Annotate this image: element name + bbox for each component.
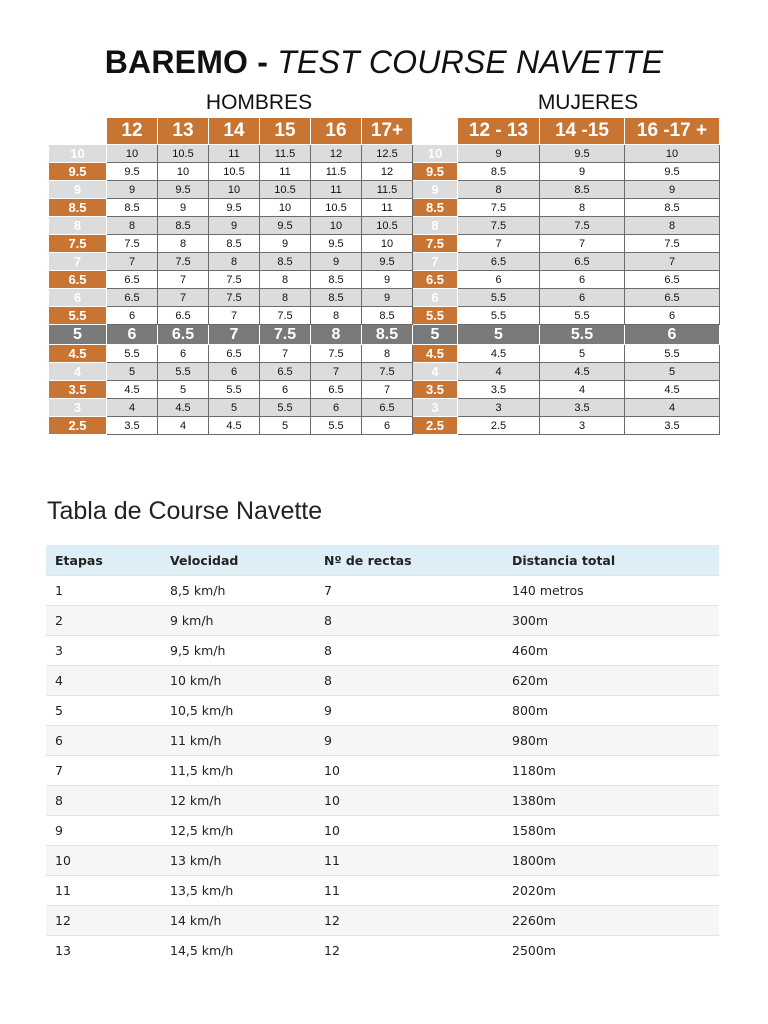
- etapa-cell: 12: [46, 906, 161, 936]
- table-row: [46, 906, 719, 936]
- score-label: 3.5: [413, 381, 458, 399]
- mujeres-cell: 5: [625, 363, 720, 381]
- hombres-cell: 9: [311, 253, 362, 271]
- header-blank: [49, 118, 107, 145]
- mujeres-cell: 5.5: [540, 325, 625, 345]
- etapa-cell: 1: [46, 576, 161, 606]
- baremo-row: [49, 345, 720, 363]
- hombres-cell: 5.5: [209, 381, 260, 399]
- mujeres-cell: 6.5: [625, 289, 720, 307]
- hombres-cell: 6.5: [260, 363, 311, 381]
- hombres-cell: 10.5: [260, 181, 311, 199]
- hombres-cell: 4: [107, 399, 158, 417]
- mujeres-cell: 6: [540, 289, 625, 307]
- mujeres-cell: 6: [458, 271, 540, 289]
- score-label: 6.5: [49, 271, 107, 289]
- mujeres-cell: 5: [458, 325, 540, 345]
- hombres-cell: 7: [209, 307, 260, 325]
- hombres-cell: 9.5: [260, 217, 311, 235]
- hombres-cell: 8: [209, 253, 260, 271]
- hombres-cell: 5.5: [311, 417, 362, 435]
- hombres-cell: 7: [362, 381, 413, 399]
- score-label: 9: [49, 181, 107, 199]
- distancia-cell: 460m: [503, 636, 719, 666]
- col-header-rectas: Nº de rectas: [315, 545, 503, 576]
- hombres-cell: 4: [158, 417, 209, 435]
- hombres-cell: 6: [158, 345, 209, 363]
- distancia-cell: 1180m: [503, 756, 719, 786]
- hombres-cell: 11: [311, 181, 362, 199]
- rectas-cell: 8: [315, 636, 503, 666]
- mujeres-cell: 7: [458, 235, 540, 253]
- hombres-cell: 11: [362, 199, 413, 217]
- distancia-cell: 2500m: [503, 936, 719, 966]
- age-header: 15: [260, 118, 311, 145]
- table-row: [46, 666, 719, 696]
- mujeres-cell: 7: [625, 253, 720, 271]
- velocidad-cell: 9 km/h: [161, 606, 315, 636]
- score-label: 8: [413, 217, 458, 235]
- hombres-cell: 8: [311, 325, 362, 345]
- mujeres-cell: 7.5: [625, 235, 720, 253]
- mujeres-cell: 10: [625, 145, 720, 163]
- table-row: [46, 786, 719, 816]
- hombres-cell: 6: [107, 325, 158, 345]
- score-label: 9: [413, 181, 458, 199]
- velocidad-cell: 14 km/h: [161, 906, 315, 936]
- score-label: 8.5: [49, 199, 107, 217]
- etapa-cell: 3: [46, 636, 161, 666]
- hombres-cell: 5.5: [107, 345, 158, 363]
- mujeres-cell: 8.5: [625, 199, 720, 217]
- hombres-cell: 10.5: [158, 145, 209, 163]
- mujeres-cell: 9: [625, 181, 720, 199]
- distancia-cell: 2020m: [503, 876, 719, 906]
- mujeres-cell: 4.5: [458, 345, 540, 363]
- hombres-cell: 6: [260, 381, 311, 399]
- hombres-cell: 10: [107, 145, 158, 163]
- etapa-cell: 10: [46, 846, 161, 876]
- hombres-cell: 8.5: [107, 199, 158, 217]
- mujeres-cell: 2.5: [458, 417, 540, 435]
- table-row: [46, 936, 719, 966]
- hombres-cell: 7: [158, 289, 209, 307]
- hombres-cell: 7.5: [311, 345, 362, 363]
- hombres-cell: 6: [362, 417, 413, 435]
- rectas-cell: 10: [315, 756, 503, 786]
- course-navette-heading: Tabla de Course Navette: [47, 497, 323, 525]
- mujeres-cell: 6: [625, 325, 720, 345]
- hombres-cell: 6.5: [107, 289, 158, 307]
- hombres-cell: 8: [260, 289, 311, 307]
- rectas-cell: 8: [315, 666, 503, 696]
- table-row: [46, 636, 719, 666]
- hombres-cell: 11.5: [260, 145, 311, 163]
- mujeres-cell: 9: [540, 163, 625, 181]
- mujeres-cell: 3.5: [540, 399, 625, 417]
- baremo-row: [49, 307, 720, 325]
- hombres-cell: 5.5: [260, 399, 311, 417]
- hombres-cell: 8: [362, 345, 413, 363]
- baremo-table: [48, 117, 720, 435]
- rectas-cell: 10: [315, 786, 503, 816]
- hombres-cell: 6.5: [362, 399, 413, 417]
- age-header: 16 -17 +: [625, 118, 720, 145]
- score-label: 3: [413, 399, 458, 417]
- hombres-cell: 6.5: [107, 271, 158, 289]
- hombres-cell: 6.5: [158, 307, 209, 325]
- velocidad-cell: 11 km/h: [161, 726, 315, 756]
- hombres-cell: 10: [158, 163, 209, 181]
- score-label: 3: [49, 399, 107, 417]
- baremo-row: [49, 417, 720, 435]
- hombres-cell: 6.5: [311, 381, 362, 399]
- score-label: 5: [413, 325, 458, 345]
- score-label: 10: [49, 145, 107, 163]
- hombres-cell: 12.5: [362, 145, 413, 163]
- velocidad-cell: 11,5 km/h: [161, 756, 315, 786]
- baremo-row: [49, 363, 720, 381]
- table-row: [46, 576, 719, 606]
- mujeres-cell: 8: [625, 217, 720, 235]
- baremo-row: [49, 271, 720, 289]
- distancia-cell: 1380m: [503, 786, 719, 816]
- score-label: 2.5: [49, 417, 107, 435]
- hombres-cell: 5.5: [158, 363, 209, 381]
- hombres-cell: 7.5: [362, 363, 413, 381]
- baremo-row: [49, 289, 720, 307]
- table-row: [46, 816, 719, 846]
- hombres-cell: 8: [311, 307, 362, 325]
- score-label: 9.5: [49, 163, 107, 181]
- velocidad-cell: 9,5 km/h: [161, 636, 315, 666]
- hombres-cell: 12: [362, 163, 413, 181]
- etapa-cell: 6: [46, 726, 161, 756]
- mujeres-cell: 7.5: [458, 199, 540, 217]
- score-label: 5: [49, 325, 107, 345]
- rectas-cell: 9: [315, 696, 503, 726]
- hombres-cell: 4.5: [158, 399, 209, 417]
- score-label: 5.5: [49, 307, 107, 325]
- hombres-cell: 8.5: [362, 307, 413, 325]
- distancia-cell: 1580m: [503, 816, 719, 846]
- hombres-cell: 6: [209, 363, 260, 381]
- score-label: 8.5: [413, 199, 458, 217]
- hombres-cell: 8: [158, 235, 209, 253]
- hombres-cell: 8: [107, 217, 158, 235]
- hombres-cell: 12: [311, 145, 362, 163]
- mujeres-cell: 6.5: [540, 253, 625, 271]
- baremo-row: [49, 235, 720, 253]
- baremo-row: [49, 145, 720, 163]
- score-label: 6.5: [413, 271, 458, 289]
- age-header: 17+: [362, 118, 413, 145]
- mujeres-cell: 9.5: [625, 163, 720, 181]
- header-gap: [413, 118, 458, 145]
- hombres-cell: 4.5: [107, 381, 158, 399]
- age-header: 16: [311, 118, 362, 145]
- etapa-cell: 9: [46, 816, 161, 846]
- age-header: 13: [158, 118, 209, 145]
- mujeres-cell: 8: [458, 181, 540, 199]
- score-label: 6: [49, 289, 107, 307]
- score-label: 4.5: [49, 345, 107, 363]
- hombres-cell: 6.5: [209, 345, 260, 363]
- baremo-row: [49, 163, 720, 181]
- hombres-cell: 8.5: [209, 235, 260, 253]
- etapa-cell: 4: [46, 666, 161, 696]
- col-header-etapas: Etapas: [46, 545, 161, 576]
- hombres-cell: 7.5: [260, 325, 311, 345]
- mujeres-cell: 5.5: [458, 307, 540, 325]
- mujeres-cell: 7: [540, 235, 625, 253]
- hombres-cell: 9.5: [158, 181, 209, 199]
- age-header: 12 - 13: [458, 118, 540, 145]
- table-row: [46, 846, 719, 876]
- etapa-cell: 11: [46, 876, 161, 906]
- velocidad-cell: 12,5 km/h: [161, 816, 315, 846]
- title-bold: BAREMO -: [104, 44, 269, 80]
- mujeres-cell: 8: [540, 199, 625, 217]
- score-label: 7.5: [49, 235, 107, 253]
- age-header: 12: [107, 118, 158, 145]
- hombres-cell: 8.5: [311, 271, 362, 289]
- course-navette-table: [46, 545, 719, 965]
- col-header-distancia: Distancia total: [503, 545, 719, 576]
- mujeres-cell: 3.5: [625, 417, 720, 435]
- mujeres-cell: 6.5: [625, 271, 720, 289]
- table-row: [46, 696, 719, 726]
- mujeres-cell: 5: [540, 345, 625, 363]
- hombres-cell: 11: [260, 163, 311, 181]
- hombres-cell: 9: [158, 199, 209, 217]
- score-label: 7: [413, 253, 458, 271]
- velocidad-cell: 13 km/h: [161, 846, 315, 876]
- mujeres-cell: 6: [625, 307, 720, 325]
- mujeres-cell: 4: [540, 381, 625, 399]
- page-title: [0, 44, 768, 81]
- baremo-row: [49, 199, 720, 217]
- distancia-cell: 1800m: [503, 846, 719, 876]
- mujeres-cell: 5.5: [540, 307, 625, 325]
- mujeres-cell: 5.5: [458, 289, 540, 307]
- hombres-cell: 7: [107, 253, 158, 271]
- rectas-cell: 8: [315, 606, 503, 636]
- rectas-cell: 9: [315, 726, 503, 756]
- hombres-cell: 3.5: [107, 417, 158, 435]
- hombres-cell: 10.5: [311, 199, 362, 217]
- velocidad-cell: 13,5 km/h: [161, 876, 315, 906]
- velocidad-cell: 8,5 km/h: [161, 576, 315, 606]
- mujeres-cell: 9: [458, 145, 540, 163]
- col-header-velocidad: Velocidad: [161, 545, 315, 576]
- mujeres-cell: 7.5: [540, 217, 625, 235]
- score-label: 3.5: [49, 381, 107, 399]
- rectas-cell: 7: [315, 576, 503, 606]
- course-header-row: [46, 545, 719, 576]
- velocidad-cell: 12 km/h: [161, 786, 315, 816]
- mujeres-cell: 4: [458, 363, 540, 381]
- score-label: 6: [413, 289, 458, 307]
- hombres-cell: 10.5: [362, 217, 413, 235]
- baremo-row: [49, 381, 720, 399]
- hombres-cell: 9.5: [362, 253, 413, 271]
- mujeres-cell: 4.5: [540, 363, 625, 381]
- age-header: 14 -15: [540, 118, 625, 145]
- baremo-row: [49, 399, 720, 417]
- etapa-cell: 2: [46, 606, 161, 636]
- mujeres-cell: 4: [625, 399, 720, 417]
- score-label: 7.5: [413, 235, 458, 253]
- score-label: 4: [413, 363, 458, 381]
- hombres-cell: 9.5: [311, 235, 362, 253]
- velocidad-cell: 14,5 km/h: [161, 936, 315, 966]
- distancia-cell: 980m: [503, 726, 719, 756]
- hombres-cell: 7.5: [107, 235, 158, 253]
- mujeres-cell: 5.5: [625, 345, 720, 363]
- rectas-cell: 11: [315, 876, 503, 906]
- baremo-row: [49, 253, 720, 271]
- etapa-cell: 13: [46, 936, 161, 966]
- hombres-cell: 9: [107, 181, 158, 199]
- hombres-cell: 5: [158, 381, 209, 399]
- hombres-cell: 7.5: [260, 307, 311, 325]
- mujeres-cell: 8.5: [458, 163, 540, 181]
- hombres-cell: 9: [260, 235, 311, 253]
- mujeres-cell: 3.5: [458, 381, 540, 399]
- hombres-cell: 9.5: [209, 199, 260, 217]
- rectas-cell: 11: [315, 846, 503, 876]
- table-row: [46, 726, 719, 756]
- distancia-cell: 2260m: [503, 906, 719, 936]
- hombres-cell: 5: [209, 399, 260, 417]
- hombres-cell: 6.5: [158, 325, 209, 345]
- score-label: 8: [49, 217, 107, 235]
- score-label: 9.5: [413, 163, 458, 181]
- rectas-cell: 10: [315, 816, 503, 846]
- mujeres-cell: 9.5: [540, 145, 625, 163]
- score-label: 5.5: [413, 307, 458, 325]
- hombres-cell: 7.5: [209, 271, 260, 289]
- hombres-cell: 10: [311, 217, 362, 235]
- score-label: 4: [49, 363, 107, 381]
- baremo-header-row: [49, 118, 720, 145]
- hombres-cell: 10: [260, 199, 311, 217]
- score-label: 7: [49, 253, 107, 271]
- hombres-cell: 7: [311, 363, 362, 381]
- hombres-label: HOMBRES: [205, 91, 313, 114]
- hombres-cell: 5: [107, 363, 158, 381]
- hombres-cell: 7: [209, 325, 260, 345]
- hombres-cell: 8: [260, 271, 311, 289]
- distancia-cell: 300m: [503, 606, 719, 636]
- hombres-cell: 6: [107, 307, 158, 325]
- mujeres-cell: 8.5: [540, 181, 625, 199]
- rectas-cell: 12: [315, 906, 503, 936]
- hombres-cell: 8.5: [158, 217, 209, 235]
- mujeres-cell: 7.5: [458, 217, 540, 235]
- rectas-cell: 12: [315, 936, 503, 966]
- table-row: [46, 876, 719, 906]
- mujeres-cell: 3: [458, 399, 540, 417]
- velocidad-cell: 10,5 km/h: [161, 696, 315, 726]
- hombres-cell: 8.5: [260, 253, 311, 271]
- table-row: [46, 756, 719, 786]
- hombres-cell: 6: [311, 399, 362, 417]
- score-label: 10: [413, 145, 458, 163]
- hombres-cell: 7: [158, 271, 209, 289]
- hombres-cell: 8.5: [362, 325, 413, 345]
- etapa-cell: 8: [46, 786, 161, 816]
- hombres-cell: 9.5: [107, 163, 158, 181]
- hombres-cell: 11: [209, 145, 260, 163]
- baremo-row: [49, 325, 720, 345]
- hombres-cell: 11.5: [311, 163, 362, 181]
- hombres-cell: 9: [362, 289, 413, 307]
- mujeres-label: MUJERES: [537, 91, 639, 114]
- hombres-cell: 10.5: [209, 163, 260, 181]
- distancia-cell: 620m: [503, 666, 719, 696]
- hombres-cell: 10: [362, 235, 413, 253]
- score-label: 2.5: [413, 417, 458, 435]
- hombres-cell: 10: [209, 181, 260, 199]
- age-header: 14: [209, 118, 260, 145]
- hombres-cell: 11.5: [362, 181, 413, 199]
- etapa-cell: 5: [46, 696, 161, 726]
- etapa-cell: 7: [46, 756, 161, 786]
- hombres-cell: 9: [362, 271, 413, 289]
- table-row: [46, 606, 719, 636]
- distancia-cell: 800m: [503, 696, 719, 726]
- hombres-cell: 8.5: [311, 289, 362, 307]
- mujeres-cell: 3: [540, 417, 625, 435]
- title-italic: TEST COURSE NAVETTE: [277, 44, 664, 80]
- mujeres-cell: 4.5: [625, 381, 720, 399]
- hombres-cell: 5: [260, 417, 311, 435]
- score-label: 4.5: [413, 345, 458, 363]
- hombres-cell: 7.5: [209, 289, 260, 307]
- hombres-cell: 9: [209, 217, 260, 235]
- hombres-cell: 7: [260, 345, 311, 363]
- distancia-cell: 140 metros: [503, 576, 719, 606]
- baremo-row: [49, 181, 720, 199]
- hombres-cell: 4.5: [209, 417, 260, 435]
- hombres-cell: 7.5: [158, 253, 209, 271]
- baremo-row: [49, 217, 720, 235]
- velocidad-cell: 10 km/h: [161, 666, 315, 696]
- mujeres-cell: 6: [540, 271, 625, 289]
- mujeres-cell: 6.5: [458, 253, 540, 271]
